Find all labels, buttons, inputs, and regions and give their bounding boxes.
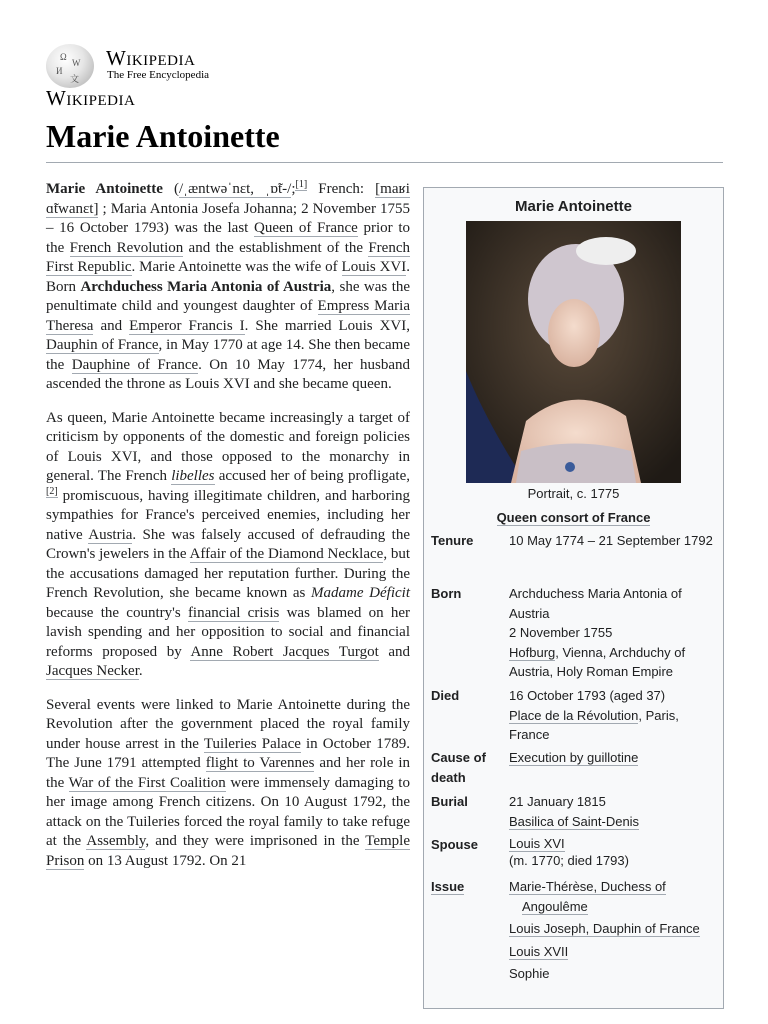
hofburg-link[interactable]: Hofburg (509, 644, 556, 660)
saint-denis-link[interactable]: Basilica of Saint-Denis (509, 813, 640, 829)
died-label: Died (431, 688, 460, 703)
portrait-image[interactable] (466, 221, 681, 483)
born-place: Hofburg, Vienna, Archduchy of Austria, Holy Roman Empire (509, 644, 686, 679)
issue-sophie: Sophie (509, 966, 550, 981)
infobox (423, 187, 724, 1009)
spouse-value (509, 835, 719, 869)
born-date: 2 November 1755 (509, 625, 613, 640)
cause-of-death-label: Cause of death (431, 750, 486, 785)
wikipedia-globe-logo[interactable]: Ω W И 文 (46, 44, 94, 88)
infobox-subheader[interactable]: Queen consort of France (496, 510, 651, 525)
cause-of-death-value (509, 748, 719, 768)
born-name: Archduchess Maria Antonia of Austria (509, 586, 682, 621)
issue-marie-therese-link[interactable]: Marie-Thérèse, Duchess of Angoulême (509, 879, 666, 914)
died-value (509, 686, 719, 745)
title-divider (46, 162, 723, 163)
issue-list (509, 877, 719, 984)
burial-label: Burial (431, 794, 468, 809)
paragraph-1: Marie Antoinette (/ˌæntwəˈnɛt, ˌɒ̃t-/;[1] French: [maʁi ɑ̃twanɛt] ; Maria Antonia Josefa Johanna; 2 November 1755 – 16 October 1793) was the last Queen of France prior to the French Revolution and the establishment of the French First Republic. Marie Antoinette was the wife of Louis XVI. Born Archduchess Maria Antonia of Austria, she was the penultimate child and youngest daughter of Empress Maria Theresa and Emperor Francis I. She married Louis XVI, Dauphin of France, in May 1770 at age 14. She then became the Dauphine of France. On 10 May 1774, her husband ascended the throne as Louis XVI and she became queen. (46, 179, 411, 392)
spouse-marriage: (m. 1770; died 1793) (509, 853, 629, 868)
infobox-title: Marie Antoinette (515, 198, 632, 215)
issue-louis-joseph-link[interactable]: Louis Joseph, Dauphin of France (509, 921, 700, 936)
paragraph-3: Several events were linked to Marie Antoinette during the Revolution after the government placed the royal family under house arrest in the Tuileries Palace in October 1789. The June 1791 attempted flight to Varennes and her role in the War of the First Coalition were immensely damaging to her image among French citizens. On 10 August 1792, the attack on the Tuileries forced the royal family to take refuge at the Assembly, and they were imprisoned in the Temple Prison on 13 August 1792. On 21 (46, 696, 410, 869)
burial-date: 21 January 1815 (509, 794, 606, 809)
issue-label[interactable]: Issue (431, 879, 465, 894)
died-place: Place de la Révolution, Paris, France (509, 707, 679, 742)
portrait-caption: Portrait, c. 1775 (527, 486, 620, 501)
spouse-label: Spouse (431, 837, 478, 852)
wikipedia-wordmark-secondary[interactable]: Wikipedia (46, 86, 136, 110)
died-date: 16 October 1793 (aged 37) (509, 688, 666, 703)
wikipedia-tagline: The Free Encyclopedia (107, 69, 210, 81)
place-de-la-revolution-link[interactable]: Place de la Révolution (509, 707, 639, 723)
issue-louis-xvii-link[interactable]: Louis XVII (509, 943, 569, 959)
wikipedia-wordmark[interactable]: Wikipedia (106, 46, 196, 70)
paragraph-2: As queen, Marie Antoinette became increasingly a target of criticism by opponents of the domestic and foreign policies of Louis XVI, and those opposed to the monarchy in general. The French libelles accused her of being profligate,[2] promiscuous, having illegitimate children, and harboring sympathies for France's perceived enemies, including her native Austria. She was falsely accused of defrauding the Crown's jewelers in the Affair of the Diamond Necklace, but the accusations damaged her reputation further. During the French Revolution, she became known as Madame Déficit because the country's financial crisis was blamed on her lavish spending and her opposition to social and financial reforms proposed by Anne Robert Jacques Turgot and Jacques Necker. (46, 409, 411, 679)
louis-xvi-link[interactable]: Louis XVI (509, 836, 565, 851)
tenure-label: Tenure (431, 533, 474, 548)
page-title: Marie Antoinette (46, 118, 280, 154)
article-body (46, 180, 410, 885)
born-value (509, 584, 719, 682)
born-label: Born (431, 586, 462, 601)
tenure-value: 10 May 1774 – 21 September 1792 (509, 533, 713, 548)
burial-value (509, 792, 719, 831)
guillotine-link[interactable]: Execution by guillotine (509, 750, 639, 765)
